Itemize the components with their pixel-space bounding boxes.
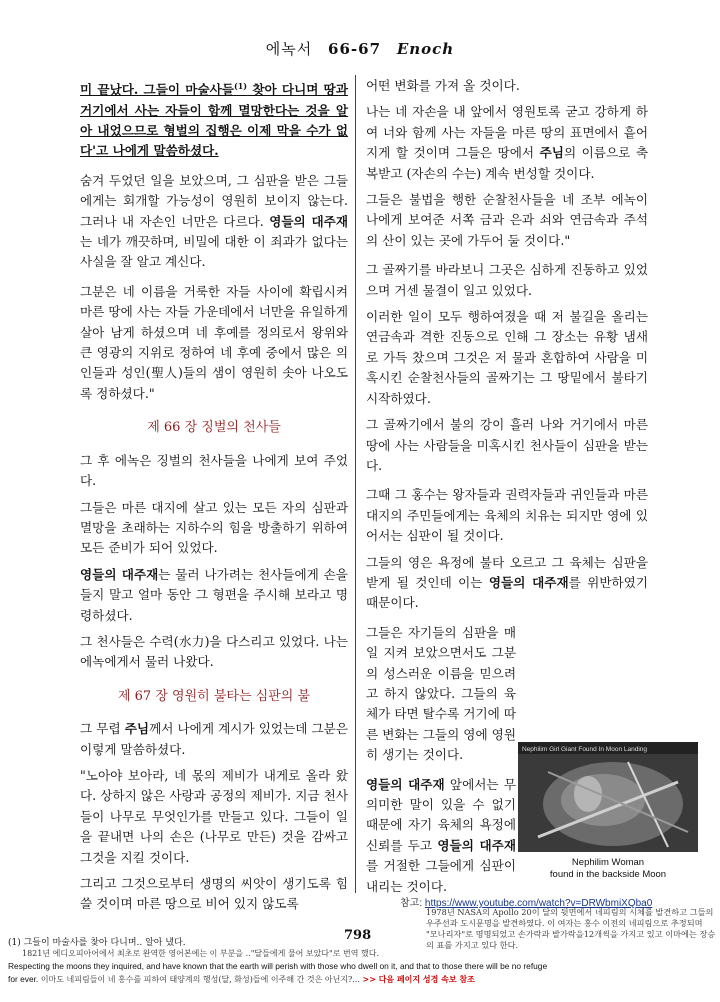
left-paragraph-10: 그리고 그것으로부터 생명의 씨앗이 생기도록 힘쓸 것이며 마른 땅으로 비어 있지 않도록	[80, 876, 348, 912]
footnote-2-ko: 1821년 에디오피아어에서 최초로 완역한 영어본에는 이 부분을 .."달들에게 물어 보았다"로 번역 했다.	[22, 949, 379, 958]
right-paragraph-7: 그때 그 홍수는 왕자들과 권력자들과 귀인들과 마른 대지의 주민들에게는 육체의 치유는 되지만 영에 있어서는 심판이 될 것이다.	[366, 487, 648, 544]
photo-caption-line1: Nephilim Woman	[571, 857, 645, 868]
photo-overlay-text: Nephilim Girl Giant Found In Moon Landing	[522, 746, 648, 753]
photo-caption	[518, 857, 698, 881]
left-paragraph-7: 그 천사들은 수력(水力)을 다스리고 있었다. 나는 에녹에게서 물러 나왔다.	[80, 633, 348, 670]
right-paragraph-10: 영들의 대주재 앞에서는 무의미한 말이 있을 수 없기 때문에 자기 육체의 욕정에 신뢰를 두고 영들의 대주재를 거절한 그들에게 심판이 내리는 것이다.	[366, 776, 516, 894]
right-paragraph-5: 이러한 일이 모두 행하여졌을 때 저 불길을 올리는 연금속과 격한 진동으로 인해 그 장소는 유황 냄새로 가득 찼으며 그것은 저 물과 혼합하여 사람을 미혹시킨 순찰천사들의 골짜기는 그 땅밑에서 불타기 시작하였다.	[366, 309, 648, 406]
header-title-ko: 에녹서	[265, 40, 313, 58]
next-page-link[interactable]: >> 다음 페이지 성경 속보 참조	[362, 974, 475, 984]
header-pages: 66-67	[328, 40, 382, 58]
left-column	[80, 76, 348, 924]
footnote-2	[8, 948, 548, 986]
side-note: 1978년 NASA의 Apollo 20이 달의 뒷면에서 네피림의 시체를 발견하고 그들의 우주선과 도시문명을 발견하였다. 이 여자는 홍수 이전의 네피림으로 추정되며 "모나리자"로 명명되었고 손가락과 발가락을12개씩을 가지고 있고 이마에는 장승의 표를 가지고 있다 한다.	[426, 907, 716, 950]
right-paragraph-3: 그들은 불법을 행한 순찰천사들을 네 조부 에녹이 나에게 보여준 서쪽 금과 은과 쇠와 연금속과 주석의 산이 있는 곳에 가두어 둘 것이다."	[366, 192, 648, 248]
left-paragraph-4: 그 후 에녹은 징벌의 천사들을 나에게 보여 주었다.	[80, 452, 348, 489]
right-paragraph-1: 어떤 변화를 가져 올 것이다.	[366, 78, 520, 93]
footnote-2-tail: 이마도 네피림들이 네 홍수를 피하여 태양계의 행성(달, 화성)들에 이주해 간 것은 아닌지?...	[40, 975, 360, 984]
left-paragraph-5: 그들은 마른 대지에 살고 있는 모든 자의 심판과 멸망을 초래하는 지하수의 힘을 방출하기 위하여 모든 준비가 되어 있었다.	[80, 499, 348, 556]
left-paragraph-3: 그분은 네 이름을 거룩한 자들 사이에 확립시켜 마른 땅에 사는 자들 가운데에서 너만을 유일하게 살아 남게 하셨으며 네 후예를 정의로서 왕위와 큰 영광의 지위로 정하여 네 후예 중에서 많은 의인들과 성인(聖人)들의 샘이 영원히 솟아 나오도록 정하셨다."	[80, 283, 348, 401]
moon-photo-image	[518, 742, 698, 852]
right-paragraph-6: 그 골짜기에서 불의 강이 흘러 나와 거기에서 마른 땅에 사는 사람들을 미혹시킨 천사들이 심판을 받는다.	[366, 417, 648, 473]
right-paragraph-2: 나는 네 자손을 내 앞에서 영원토록 굳고 강하게 하여 너와 함께 사는 자들을 마른 땅의 표면에서 흩어지게 할 것이며 그들은 땅에서 주님의 이름으로 축복받고 (자손의 수는) 계속 번성할 것이다.	[366, 104, 648, 181]
page-header	[0, 38, 720, 59]
page-number: 798	[344, 928, 372, 943]
left-paragraph-8: 그 무렵 주님께서 나에게 계시가 있었는데 그분은 이렇게 말씀하셨다.	[80, 721, 348, 757]
footnote-2-en-and-tail	[8, 960, 548, 986]
chapter-67-heading: 제 67 장 영원히 불타는 심판의 불	[117, 688, 311, 704]
reference-label: 참고:	[400, 898, 425, 909]
left-paragraph-1: 미 끝났다. 그들이 마술사들$^{(1)}$ 찾아 다니며 땅과 거기에서 사는 자들이 함께 멸망한다는 것을 알아 내었으므로 형벌의 집행은 이제 막을 수가 없다'고 나에게 말씀하셨다.	[80, 81, 348, 159]
right-paragraph-9: 그들은 자기들의 심판을 매일 지켜 보았으면서도 그분의 성스러운 이름을 믿으려고 하지 않았다. 그들의 육체가 타면 탈수록 거기에 따른 변화는 그들의 영에 영원히 생기는 것이다.	[366, 624, 516, 763]
chapter-66-heading: 제 66 장 징벌의 천사들	[147, 420, 281, 436]
header-title-en: Enoch	[396, 40, 455, 58]
left-paragraph-6: 영들의 대주재는 물러 나가려는 천사들에게 손을 들지 말고 얼마 동안 그 형편을 주시해 보라고 명령하셨다.	[80, 566, 348, 623]
left-paragraph-2: 숨겨 두었던 일을 보았으며, 그 심판을 받은 그들에게는 회개할 가능성이 영원히 보이지 않는다. 그러나 내 자손인 너만은 다르다. 영들의 대주재는 네가 깨끗하며, 비밀에 대한 이 죄과가 없다는 사실을 잘 알고 계신다.	[80, 172, 348, 270]
right-paragraph-4: 그 골짜기를 바라보니 그곳은 심하게 진동하고 있었으며 거센 물결이 일고 있었다.	[366, 262, 648, 298]
footnote-1: (1) 그들이 마술사를 찾아 다니며.. 알아 냈다.	[8, 938, 186, 948]
photo-caption-line2: found in the backside Moon	[549, 869, 667, 880]
column-divider	[355, 75, 356, 893]
nephilim-photo	[518, 742, 698, 852]
left-paragraph-9: "노아야 보아라, 네 몫의 제비가 내게로 올라 왔다. 상하지 않은 사랑과 공정의 제비가. 지금 천사들이 나무로 무엇인가를 만들고 있다. 그들이 일을 끝내면 나의 손은 (나무로 만든) 것을 감싸고 그것을 지킬 것이다.	[80, 767, 348, 865]
reference-url[interactable]: https://www.youtube.com/watch?v=DRWbmiXQba0	[424, 898, 653, 909]
footnote-2-en: Respecting the moons they inquired, and have known that the earth will perish with those who dwell on it, and that to those there will be no refuge for ever.	[8, 961, 548, 984]
right-paragraph-8: 그들의 영은 욕정에 불타 오르고 그 육체는 심판을 받게 될 것인데 이는 영들의 대주재를 위반하였기 때문이다.	[366, 554, 648, 611]
